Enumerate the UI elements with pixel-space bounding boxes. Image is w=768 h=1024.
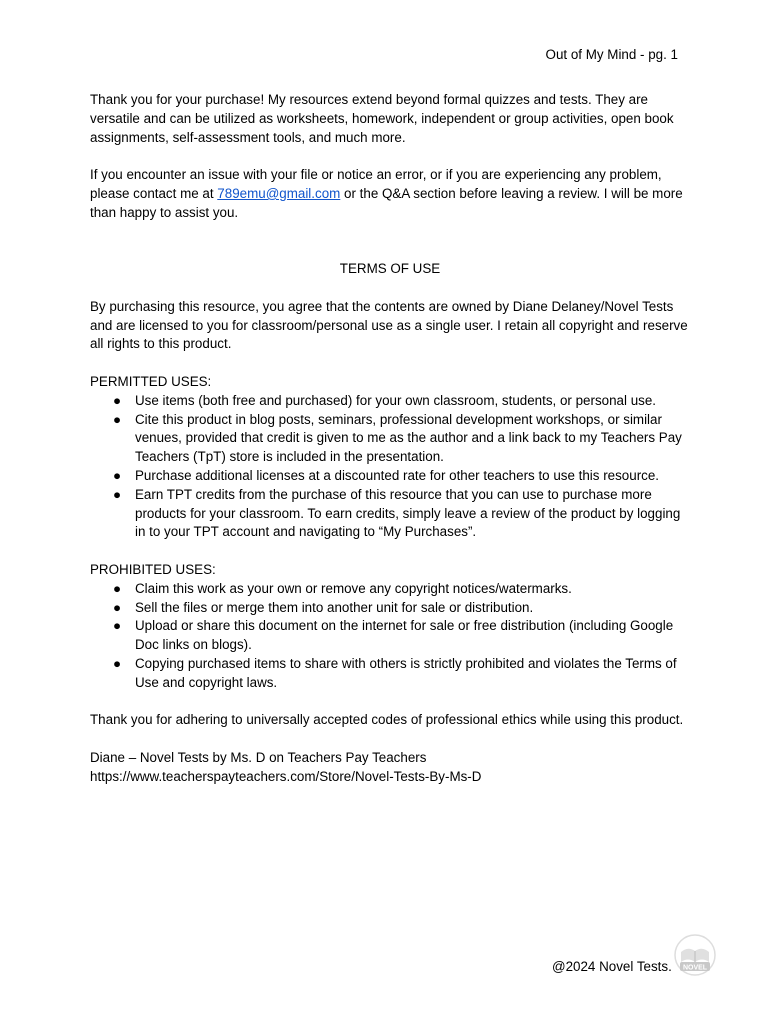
list-item-text: Purchase additional licenses at a discounted rate for other teachers to use this resource. (135, 467, 660, 483)
bullet-icon: ● (113, 486, 122, 502)
contact-paragraph (90, 166, 690, 222)
bullet-icon: ● (113, 467, 122, 483)
list-item (90, 467, 690, 486)
page-footer (552, 958, 672, 977)
prohibited-heading: PROHIBITED USES: (90, 561, 216, 577)
page-label: Out of My Mind - pg. 1 (545, 47, 678, 62)
book-logo-icon (672, 932, 718, 978)
list-item (90, 392, 690, 411)
list-item-text: Sell the files or merge them into another unit for sale or distribution. (135, 599, 534, 615)
store-url: https://www.teacherspayteachers.com/Store/Novel-Tests-By-Ms-D (90, 768, 482, 784)
bullet-icon: ● (113, 618, 122, 634)
permitted-list (90, 392, 690, 542)
list-item (90, 655, 690, 693)
closing-paragraph: Thank you for adhering to universally accepted codes of professional ethics while using this product. (90, 712, 684, 728)
bullet-icon: ● (113, 580, 122, 596)
bullet-icon: ● (113, 655, 122, 671)
document-body (90, 91, 690, 786)
contact-text-before: If you encounter an issue with your file or notice an error, or if you are experiencing any problem, please contact me at (90, 167, 662, 201)
list-item-text: Cite this product in blog posts, seminars, professional development workshops, or similar venues, provided that credit is given to me as the author and a link back to my Teachers Pay Teachers (TpT) store is included in the presentation. (135, 411, 682, 465)
list-item (90, 411, 690, 467)
intro-paragraph: Thank you for your purchase! My resources extend beyond formal quizzes and tests. They are versatile and can be utilized as worksheets, homework, independent or group activities, open book assignments, self-assessment tools, and much more. (90, 92, 674, 145)
novel-tests-logo (672, 932, 718, 978)
permitted-heading: PERMITTED USES: (90, 373, 212, 389)
terms-heading: TERMS OF USE (339, 261, 441, 277)
signature: Diane – Novel Tests by Ms. D on Teachers Pay Teachers (90, 749, 427, 765)
list-item (90, 486, 690, 542)
logo-text: NOVEL (682, 964, 708, 972)
prohibited-list (90, 580, 690, 693)
bullet-icon: ● (113, 392, 122, 408)
list-item (90, 580, 690, 599)
list-item-text: Upload or share this document on the internet for sale or free distribution (including Google Doc links on blogs). (135, 618, 674, 653)
list-item (90, 599, 690, 618)
list-item-text: Use items (both free and purchased) for your own classroom, students, or personal use. (135, 392, 656, 408)
list-item-text: Earn TPT credits from the purchase of this resource that you can use to purchase more products for your classroom. To earn credits, simply leave a review of the product by logging in to your TPT account and navigating to “My Purchases”. (135, 486, 681, 540)
list-item-text: Copying purchased items to share with others is strictly prohibited and violates the Terms of Use and copyright laws. (135, 655, 677, 690)
bullet-icon: ● (113, 599, 122, 615)
email-link[interactable]: 789emu@gmail.com (217, 185, 341, 201)
list-item-text: Claim this work as your own or remove any copyright notices/watermarks. (135, 580, 572, 596)
contact-text-after: or the Q&A section before leaving a review. I will be more than happy to assist you. (90, 185, 683, 220)
copyright-notice: @2024 Novel Tests. (552, 959, 672, 974)
page-header (546, 46, 678, 65)
list-item (90, 617, 690, 655)
terms-intro: By purchasing this resource, you agree that the contents are owned by Diane Delaney/Novel Tests and are licensed to you for classroom/personal use as a single user. I retain all copyright and reserve all rights to this product. (90, 298, 688, 352)
bullet-icon: ● (113, 411, 122, 427)
